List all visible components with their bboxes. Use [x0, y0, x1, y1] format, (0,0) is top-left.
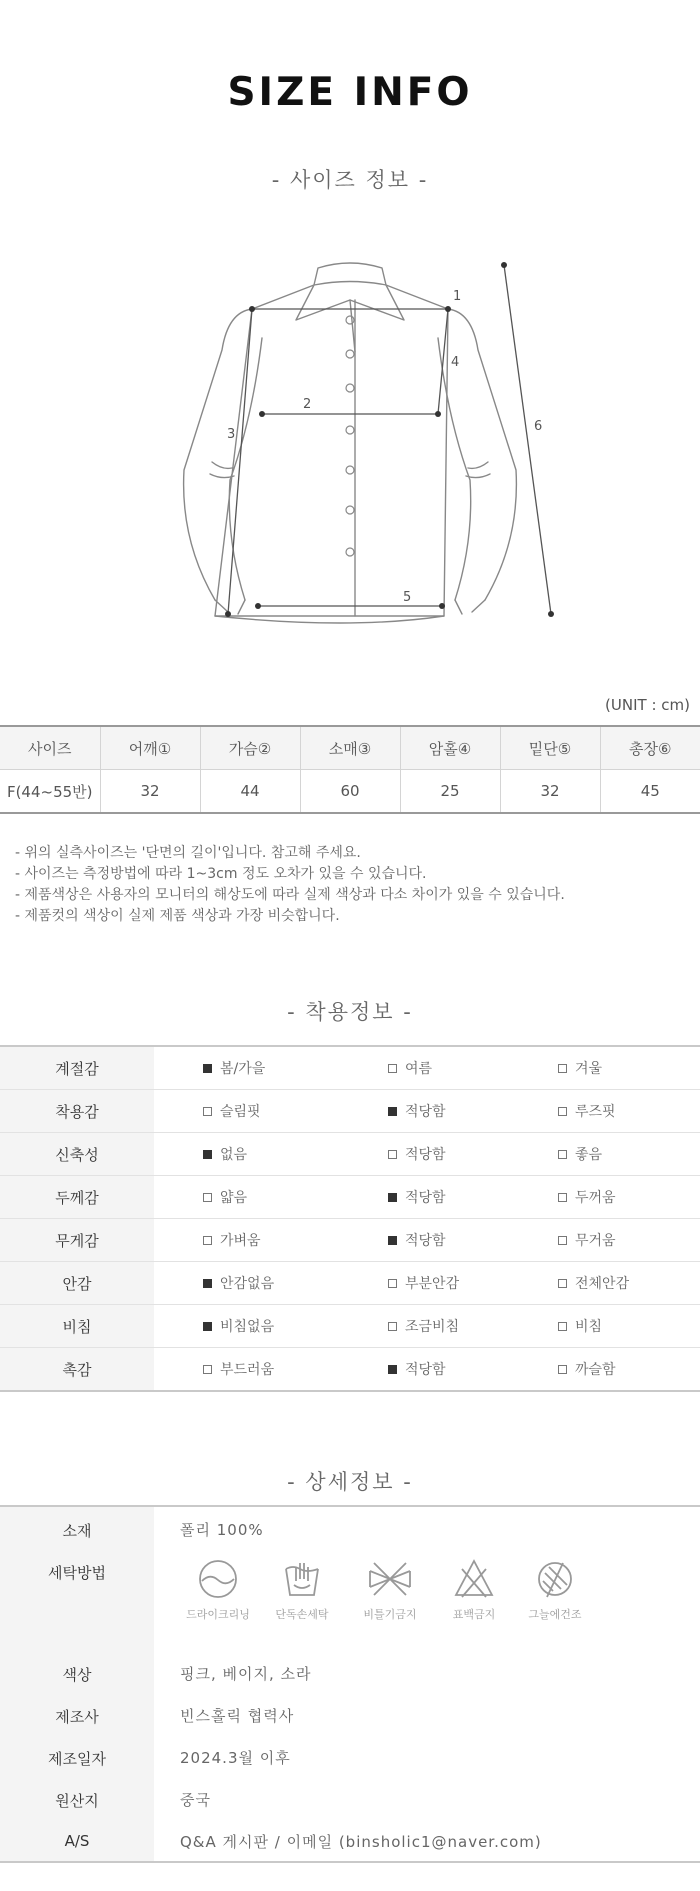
- fit-option: [388, 1348, 446, 1390]
- wash-label: 비틀기금지: [363, 1608, 417, 1621]
- fit-row: [0, 1348, 700, 1390]
- unchecked-box-icon: [203, 1236, 212, 1245]
- fit-row: [0, 1133, 700, 1176]
- checked-box-icon: [203, 1322, 212, 1331]
- fit-option: [203, 1348, 274, 1390]
- dry-clean-icon: [196, 1557, 240, 1601]
- fit-option: [558, 1090, 616, 1132]
- detail-row-maker: [0, 1693, 700, 1735]
- unchecked-box-icon: [558, 1107, 567, 1116]
- fit-option: [388, 1176, 446, 1218]
- fit-option-label: 부드러움: [220, 1362, 275, 1378]
- table-row: [0, 770, 700, 814]
- detail-value: 2024.3월 이후: [180, 1749, 291, 1767]
- fit-row-label: 계절감: [0, 1047, 154, 1089]
- detail-label-cell: [0, 1735, 154, 1777]
- detail-label: 색상: [62, 1666, 92, 1684]
- wash-item-dry-clean: [178, 1557, 258, 1622]
- detail-label-cell: [0, 1651, 154, 1693]
- marker-3: 3: [227, 427, 236, 442]
- table-cell: 32: [100, 770, 200, 814]
- size-table-header: [0, 726, 700, 770]
- fit-row-label: 두께감: [0, 1176, 154, 1218]
- shade-dry-icon: [533, 1557, 577, 1601]
- fit-option-label: 겨울: [575, 1061, 603, 1077]
- fit-option: [203, 1305, 274, 1347]
- wash-item-no-wring: [350, 1557, 430, 1622]
- fit-option-label: 비침없음: [220, 1319, 275, 1335]
- fit-option-label: 안감없음: [220, 1276, 275, 1292]
- fit-row-label: 비침: [0, 1305, 154, 1347]
- note-line: - 사이즈는 측정방법에 따라 1~3cm 정도 오차가 있을 수 있습니다.: [15, 866, 427, 882]
- unchecked-box-icon: [203, 1365, 212, 1374]
- checked-box-icon: [388, 1193, 397, 1202]
- unchecked-box-icon: [203, 1193, 212, 1202]
- wash-label: 표백금지: [452, 1608, 496, 1621]
- detail-label-cell: [0, 1819, 154, 1861]
- fit-row-label: 안감: [0, 1262, 154, 1304]
- unchecked-box-icon: [558, 1322, 567, 1331]
- fit-option-label: 적당함: [405, 1104, 446, 1120]
- detail-label-cell: [0, 1507, 154, 1549]
- unchecked-box-icon: [388, 1322, 397, 1331]
- fit-table: [0, 1045, 700, 1392]
- detail-value: 중국: [180, 1791, 211, 1809]
- detail-label: 제조사: [55, 1708, 99, 1726]
- unchecked-box-icon: [388, 1150, 397, 1159]
- header-cell: 가슴②: [200, 726, 300, 770]
- table-cell: 45: [600, 770, 700, 814]
- fit-row-label: 무게감: [0, 1219, 154, 1261]
- fit-option-label: 봄/가을: [220, 1061, 266, 1077]
- wash-label: 그늘에건조: [528, 1608, 582, 1621]
- fit-option-label: 가벼움: [220, 1233, 261, 1249]
- header-cell: 사이즈: [0, 726, 100, 770]
- detail-label: A/S: [64, 1832, 90, 1850]
- fit-row: [0, 1305, 700, 1348]
- checked-box-icon: [203, 1279, 212, 1288]
- marker-5: 5: [403, 590, 412, 605]
- fit-row: [0, 1262, 700, 1305]
- header-cell: 밑단⑤: [500, 726, 600, 770]
- detail-row-date: [0, 1735, 700, 1777]
- size-name-cell: F(44~55반): [0, 770, 100, 814]
- table-cell: 25: [400, 770, 500, 814]
- unchecked-box-icon: [203, 1107, 212, 1116]
- fit-option-label: 좋음: [575, 1147, 603, 1163]
- hand-wash-icon: [280, 1557, 324, 1601]
- fit-option-label: 적당함: [405, 1362, 446, 1378]
- fit-option: [203, 1219, 261, 1261]
- detail-value: 폴리 100%: [180, 1521, 264, 1539]
- buttons: [346, 316, 354, 556]
- fit-option-label: 조금비침: [405, 1319, 460, 1335]
- detail-label-cell: [0, 1693, 154, 1735]
- note-line: - 위의 실측사이즈는 '단면의 길이'입니다. 참고해 주세요.: [15, 845, 361, 861]
- fit-row-label: 촉감: [0, 1348, 154, 1390]
- fit-option-label: 전체안감: [575, 1276, 630, 1292]
- fit-option: [558, 1047, 602, 1089]
- detail-row-material: [0, 1507, 700, 1549]
- marker-2: 2: [303, 397, 312, 412]
- no-bleach-icon: [452, 1557, 496, 1601]
- wash-label: 드라이크리닝: [186, 1608, 250, 1621]
- fit-option: [203, 1176, 247, 1218]
- unchecked-box-icon: [558, 1193, 567, 1202]
- detail-label: 세탁방법: [48, 1564, 106, 1582]
- unchecked-box-icon: [558, 1365, 567, 1374]
- fit-option: [558, 1262, 629, 1304]
- detail-value: 빈스홀릭 협력사: [180, 1707, 295, 1725]
- fit-option-label: 적당함: [405, 1190, 446, 1206]
- checked-box-icon: [388, 1236, 397, 1245]
- header-cell: 총장⑥: [600, 726, 700, 770]
- header-cell: 소매③: [300, 726, 400, 770]
- header-cell: 어깨①: [100, 726, 200, 770]
- checked-box-icon: [388, 1107, 397, 1116]
- fit-option: [558, 1348, 616, 1390]
- fit-option: [388, 1090, 446, 1132]
- unchecked-box-icon: [558, 1064, 567, 1073]
- detail-row-as: [0, 1819, 700, 1861]
- fit-row: [0, 1090, 700, 1133]
- unchecked-box-icon: [558, 1236, 567, 1245]
- fit-option-label: 슬림핏: [220, 1104, 261, 1120]
- fit-option-label: 부분안감: [405, 1276, 460, 1292]
- wash-item-hand-wash: [262, 1557, 342, 1622]
- detail-info-title: - 상세정보 -: [287, 1470, 413, 1494]
- size-table: [0, 725, 700, 814]
- page-title: SIZE INFO: [227, 70, 473, 115]
- size-notes: [15, 843, 565, 927]
- fit-option-label: 없음: [220, 1147, 248, 1163]
- wash-item-shade-dry: [515, 1557, 595, 1622]
- fit-option-label: 무거움: [575, 1233, 616, 1249]
- detail-value: Q&A 게시판 / 이메일 (binsholic1@naver.com): [180, 1833, 542, 1851]
- fit-row-label: 신축성: [0, 1133, 154, 1175]
- table-cell: 44: [200, 770, 300, 814]
- detail-label: 소재: [62, 1522, 92, 1540]
- detail-label: 원산지: [55, 1792, 99, 1810]
- fit-option: [203, 1047, 265, 1089]
- marker-4: 4: [451, 355, 460, 370]
- fit-row: [0, 1176, 700, 1219]
- detail-row-origin: [0, 1777, 700, 1819]
- fit-option-label: 까슬함: [575, 1362, 616, 1378]
- fit-option: [558, 1133, 602, 1175]
- wash-item-no-bleach: [434, 1557, 514, 1622]
- detail-label-cell: [0, 1549, 154, 1651]
- marker-6: 6: [534, 419, 543, 434]
- checked-box-icon: [203, 1064, 212, 1073]
- wash-label: 단독손세탁: [275, 1608, 329, 1621]
- fit-row: [0, 1047, 700, 1090]
- fit-option: [388, 1262, 459, 1304]
- fit-option: [388, 1133, 446, 1175]
- fit-option-label: 적당함: [405, 1233, 446, 1249]
- fit-option-label: 두꺼움: [575, 1190, 616, 1206]
- table-cell: 60: [300, 770, 400, 814]
- fit-option: [203, 1090, 261, 1132]
- unchecked-box-icon: [388, 1064, 397, 1073]
- unchecked-box-icon: [558, 1150, 567, 1159]
- unchecked-box-icon: [388, 1279, 397, 1288]
- marker-1: 1: [453, 289, 462, 304]
- fit-option: [388, 1219, 446, 1261]
- note-line: - 제품컷의 색상이 실제 제품 색상과 가장 비슷합니다.: [15, 908, 340, 924]
- fit-option-label: 얇음: [220, 1190, 248, 1206]
- fit-option-label: 루즈핏: [575, 1104, 616, 1120]
- checked-box-icon: [203, 1150, 212, 1159]
- fit-info-title: - 착용정보 -: [287, 1000, 413, 1024]
- shirt-diagram: [0, 240, 700, 640]
- fit-row-label: 착용감: [0, 1090, 154, 1132]
- detail-label: 제조일자: [48, 1750, 106, 1768]
- shirt-outline: [184, 263, 517, 623]
- fit-option: [558, 1219, 616, 1261]
- fit-option-label: 여름: [405, 1061, 433, 1077]
- size-info-subtitle: - 사이즈 정보 -: [271, 168, 429, 192]
- unchecked-box-icon: [558, 1279, 567, 1288]
- note-line: - 제품색상은 사용자의 모니터의 해상도에 따라 실제 색상과 다소 차이가 있을 수 있습니다.: [15, 887, 565, 903]
- fit-option: [388, 1047, 432, 1089]
- detail-table: [0, 1505, 700, 1863]
- header-cell: 암홀④: [400, 726, 500, 770]
- table-cell: 32: [500, 770, 600, 814]
- detail-row-color: [0, 1651, 700, 1693]
- fit-option-label: 비침: [575, 1319, 603, 1335]
- detail-row-washing: [0, 1549, 700, 1651]
- fit-option-label: 적당함: [405, 1147, 446, 1163]
- fit-option: [558, 1305, 602, 1347]
- unit-label: (UNIT : cm): [605, 696, 690, 714]
- fit-row: [0, 1219, 700, 1262]
- detail-value: 핑크, 베이지, 소라: [180, 1665, 312, 1683]
- checked-box-icon: [388, 1365, 397, 1374]
- no-wring-icon: [368, 1557, 412, 1601]
- fit-option: [388, 1305, 459, 1347]
- fit-option: [203, 1133, 247, 1175]
- fit-option: [203, 1262, 274, 1304]
- fit-option: [558, 1176, 616, 1218]
- detail-label-cell: [0, 1777, 154, 1819]
